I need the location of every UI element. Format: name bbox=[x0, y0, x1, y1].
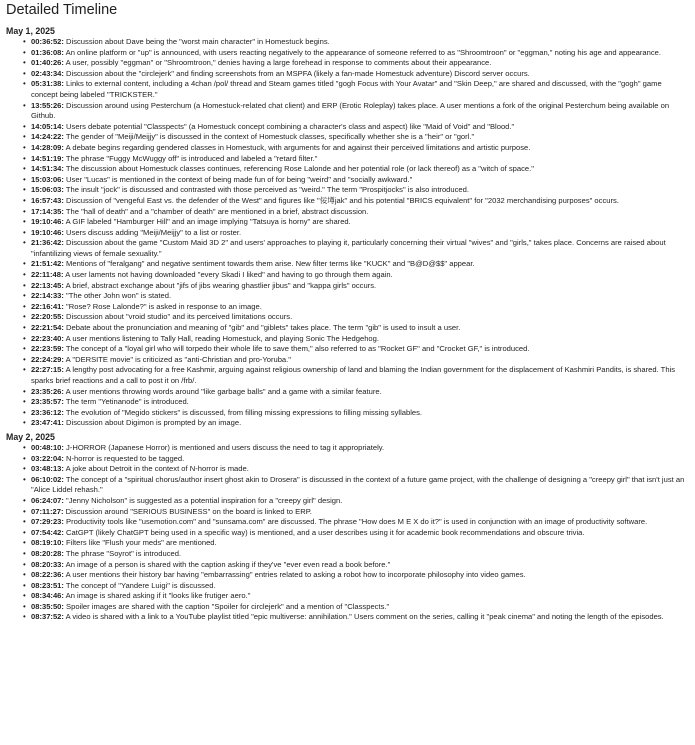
timeline-list bbox=[6, 443, 689, 623]
entry-timestamp: 13:55:26: bbox=[31, 100, 64, 110]
timeline-entry bbox=[23, 365, 689, 386]
timeline-entry bbox=[23, 591, 689, 602]
entry-timestamp: 22:24:29: bbox=[31, 354, 64, 364]
entry-text: "Jenny Nicholson" is suggested as a potential inspiration for a "creepy girl" design. bbox=[63, 495, 343, 505]
entry-text: The term "Yetinanode" is introduced. bbox=[63, 397, 189, 407]
entry-text: A user mentions throwing words around "like garbage balls" and a game with a similar feature. bbox=[63, 386, 382, 396]
entry-text: Discussion around using Pesterchum (a Homestuck-related chat client) and ERP (Erotic Roleplay) takes place. A user mentions a fork of the original Pesterchum being available on Github. bbox=[31, 100, 670, 121]
timeline-entry bbox=[23, 37, 689, 48]
entry-text: Discussion around "SERIOUS BUSINESS" on the board is linked to ERP. bbox=[63, 506, 312, 516]
entry-text: CatGPT (likely ChatGPT being used in a specific way) is mentioned, and a user describes using it for academic book recommendations and obscure trivia. bbox=[63, 527, 585, 537]
day-section bbox=[6, 432, 689, 623]
entry-text: The concept of a "spiritual chorus/author insert ghost akin to Drosera" is discussed in the context of a future game project, with the challenge of designing a "creepy girl" that isn't just an "Alice Liddel rehash." bbox=[31, 474, 685, 495]
timeline-entry bbox=[23, 323, 689, 334]
timeline-entry bbox=[23, 387, 689, 398]
timeline-entry bbox=[23, 69, 689, 80]
timeline-entry bbox=[23, 79, 689, 100]
timeline-entry bbox=[23, 334, 689, 345]
entry-timestamp: 19:10:46: bbox=[31, 227, 64, 237]
entry-text: N-horror is requested to be tagged. bbox=[63, 453, 185, 463]
timeline-entry bbox=[23, 291, 689, 302]
entry-text: Discussion about the game "Custom Maid 3D 2" and users' approaches to playing it, particularly concerning their virtual "wives" and "girls," takes place. Concerns are raised about "infantilizing views of female sexuality." bbox=[31, 238, 666, 258]
entry-timestamp: 22:11:48: bbox=[31, 270, 64, 280]
entry-timestamp: 14:51:34: bbox=[31, 164, 64, 174]
entry-text: A user laments not having downloaded "every Skadi I liked" and having to go through them again. bbox=[63, 270, 393, 280]
entry-timestamp: 22:13:45: bbox=[31, 280, 64, 290]
entry-text: Productivity tools like "usemotion.com" and "sunsama.com" are discussed. The phrase "How does M E X do it?" is used in conjunction with an image of productivity software. bbox=[63, 517, 648, 527]
entry-text: Users discuss adding "Meiji/Meijjy" to a list or roster. bbox=[63, 227, 242, 237]
entry-timestamp: 23:47:41: bbox=[31, 418, 64, 428]
timeline-entry bbox=[23, 164, 689, 175]
entry-text: Filters like "Flush your meds" are mentioned. bbox=[63, 538, 217, 548]
entry-text: An image of a person is shared with the caption asking if they've "ever even read a book before." bbox=[63, 559, 391, 569]
entry-timestamp: 01:40:26: bbox=[31, 58, 64, 68]
entry-text: The phrase "Soyrot" is introduced. bbox=[63, 548, 182, 558]
timeline-entry bbox=[23, 612, 689, 623]
entry-timestamp: 07:29:23: bbox=[31, 517, 64, 527]
timeline-entry bbox=[23, 207, 689, 218]
timeline-entry bbox=[23, 48, 689, 59]
timeline-entry bbox=[23, 196, 689, 207]
entry-text: "Rose? Rose Lalonde?" is asked in response to an image. bbox=[63, 301, 262, 311]
timeline-entry bbox=[23, 528, 689, 539]
timeline-entry bbox=[23, 570, 689, 581]
entry-timestamp: 22:21:54: bbox=[31, 323, 64, 333]
entry-text: A user mentions listening to Tally Hall, reading Homestuck, and playing Sonic The Hedgehog. bbox=[63, 333, 379, 343]
entry-timestamp: 15:06:03: bbox=[31, 185, 64, 195]
timeline-entry bbox=[23, 122, 689, 133]
entry-text: The discussion about Homestuck classes continues, referencing Rose Lalonde and her potential role (or lack thereof) as a "witch of space." bbox=[63, 164, 534, 174]
entry-timestamp: 22:23:59: bbox=[31, 344, 64, 354]
entry-text: A user, possibly "eggman" or "Shroomtroon," denies having a large forehead in response to comments about their appearance. bbox=[63, 58, 492, 68]
entry-text: Discussion about "vroid studio" and its perceived limitations occurs. bbox=[63, 312, 293, 322]
timeline-entry bbox=[23, 507, 689, 518]
entry-text: A video is shared with a link to a YouTube playlist titled "epic multiverse: annihilation." Users comment on the series, calling it "peak cinema" and noting the length of the episodes. bbox=[63, 612, 664, 622]
entry-timestamp: 03:22:04: bbox=[31, 453, 64, 463]
entry-timestamp: 14:28:09: bbox=[31, 142, 64, 152]
entry-timestamp: 06:24:07: bbox=[31, 495, 64, 505]
timeline-entry bbox=[23, 312, 689, 323]
timeline-entry bbox=[23, 185, 689, 196]
timeline-entry bbox=[23, 454, 689, 465]
timeline-entry bbox=[23, 58, 689, 69]
timeline-entry bbox=[23, 560, 689, 571]
entry-timestamp: 08:19:10: bbox=[31, 538, 64, 548]
entry-text: A user mentions their history bar having "embarrassing" entries related to asking a robot how to incorporate philosophy into video games. bbox=[63, 570, 526, 580]
entry-text: A lengthy post advocating for a free Kashmir, arguing against religious ownership of land and blaming the Indian government for the displacement of Kashmiri Pandits, is shared. This sparks brief reactions and a call to post it on /frb/. bbox=[31, 365, 676, 385]
timeline-entry bbox=[23, 397, 689, 408]
entry-timestamp: 17:14:35: bbox=[31, 206, 64, 216]
entry-timestamp: 21:51:42: bbox=[31, 259, 64, 269]
entry-timestamp: 08:35:50: bbox=[31, 601, 64, 611]
entry-text: Links to external content, including a 4chan /pol/ thread and Steam games titled "gogh Focus with Your Avatar" and "Skin Deep," are shared and discussed, with the "gogh" game concept being labeled "TRICKSTER." bbox=[31, 79, 662, 99]
entry-timestamp: 14:51:19: bbox=[31, 153, 64, 163]
entry-timestamp: 08:22:36: bbox=[31, 570, 64, 580]
timeline-list bbox=[6, 37, 689, 429]
entry-timestamp: 03:48:13: bbox=[31, 464, 64, 474]
entry-text: A "DERSITE movie" is criticized as "anti-Christian and pro-Yoruba." bbox=[63, 354, 291, 364]
entry-timestamp: 02:43:34: bbox=[31, 68, 64, 78]
entry-timestamp: 23:35:57: bbox=[31, 397, 64, 407]
timeline-entry bbox=[23, 217, 689, 228]
timeline-entry bbox=[23, 408, 689, 419]
entry-timestamp: 01:36:08: bbox=[31, 47, 64, 57]
entry-timestamp: 08:20:28: bbox=[31, 548, 64, 558]
entry-timestamp: 00:48:10: bbox=[31, 442, 64, 452]
entry-text: The insult "jock" is discussed and contrasted with those perceived as "weird." The term "Prospitjocks" is also introduced. bbox=[63, 185, 469, 195]
entry-timestamp: 08:34:46: bbox=[31, 591, 64, 601]
day-section bbox=[6, 26, 689, 429]
entry-text: A joke about Detroit in the context of N-horror is made. bbox=[63, 464, 249, 474]
timeline-days bbox=[6, 26, 689, 623]
entry-text: J-HORROR (Japanese Horror) is mentioned and users discuss the need to tag it appropriately. bbox=[63, 442, 385, 452]
timeline-entry bbox=[23, 143, 689, 154]
entry-text: The concept of "Yandere Luigi" is discussed. bbox=[63, 580, 216, 590]
timeline-entry bbox=[23, 418, 689, 429]
entry-text: A debate begins regarding gendered classes in Homestuck, with arguments for and against their perceived limitations and artistic purpose. bbox=[63, 142, 531, 152]
entry-text: Discussion about the "circlejerk" and finding screenshots from an MSPFA (likely a fan-made Homestuck adventure) Discord server occurs. bbox=[63, 68, 530, 78]
entry-timestamp: 00:36:52: bbox=[31, 37, 64, 46]
entry-timestamp: 08:20:33: bbox=[31, 559, 64, 569]
entry-timestamp: 21:36:42: bbox=[31, 238, 64, 248]
entry-text: Discussion of "vengeful East vs. the defender of the West" and figures like "佞壿jak" and his potential "BRICS equivalent" for "2032 merchandising purposes" occurs. bbox=[63, 195, 619, 205]
entry-timestamp: 14:05:14: bbox=[31, 121, 64, 131]
entry-text: Discussion about Digimon is prompted by an image. bbox=[63, 418, 242, 428]
entry-timestamp: 22:20:55: bbox=[31, 312, 64, 322]
timeline-entry bbox=[23, 549, 689, 560]
timeline-entry bbox=[23, 101, 689, 122]
timeline-entry bbox=[23, 238, 689, 259]
entry-timestamp: 07:54:42: bbox=[31, 527, 64, 537]
timeline-entry bbox=[23, 517, 689, 528]
timeline-entry bbox=[23, 270, 689, 281]
timeline-entry bbox=[23, 496, 689, 507]
entry-text: "The other John won" is stated. bbox=[63, 291, 172, 301]
timeline-entry bbox=[23, 175, 689, 186]
timeline-entry bbox=[23, 464, 689, 475]
entry-text: User "Lucas" is mentioned in the context of being made fun of for being "weird" and "socially awkward." bbox=[63, 174, 413, 184]
timeline-entry bbox=[23, 259, 689, 270]
timeline-entry bbox=[23, 228, 689, 239]
entry-text: Spoiler images are shared with the caption "Spoiler for circlejerk" and a mention of "Classpects." bbox=[63, 601, 390, 611]
timeline-entry bbox=[23, 302, 689, 313]
entry-text: An image is shared asking if it "looks like frutiger aero." bbox=[63, 591, 251, 601]
timeline-entry bbox=[23, 355, 689, 366]
entry-timestamp: 08:23:51: bbox=[31, 580, 64, 590]
timeline-entry bbox=[23, 344, 689, 355]
entry-text: A GIF labeled "Hamburger Hill" and an image implying "Tatsuya is horny" are shared. bbox=[63, 217, 351, 227]
timeline-entry bbox=[23, 154, 689, 165]
entry-text: Debate about the pronunciation and meaning of "gib" and "giblets" takes place. The term "gib" is used to insult a user. bbox=[63, 323, 461, 333]
page-title: Detailed Timeline bbox=[6, 2, 118, 18]
entry-text: A brief, abstract exchange about "jifs of jibs wearing ghastlier jibus" and "kappa girls" occurs. bbox=[63, 280, 377, 290]
entry-text: The "hall of death" and a "chamber of death" are mentioned in a brief, abstract discussion. bbox=[63, 206, 369, 216]
timeline-entry bbox=[23, 475, 689, 496]
entry-timestamp: 08:37:52: bbox=[31, 612, 64, 622]
entry-text: The concept of a "loyal girl who will torpedo their whole life to save them," also referred to as "Rocket GF" and "Crocket GF," is introduced. bbox=[63, 344, 530, 354]
entry-text: Users debate potential "Classpects" (a Homestuck concept combining a character's class and aspect) like "Maid of Void" and "Blood." bbox=[63, 121, 515, 131]
entry-timestamp: 15:03:06: bbox=[31, 174, 64, 184]
entry-timestamp: 19:10:46: bbox=[31, 217, 64, 227]
timeline-entry bbox=[23, 602, 689, 613]
entry-timestamp: 23:35:26: bbox=[31, 386, 64, 396]
timeline-entry bbox=[23, 281, 689, 292]
entry-timestamp: 22:16:41: bbox=[31, 301, 64, 311]
entry-timestamp: 16:57:43: bbox=[31, 195, 64, 205]
entry-timestamp: 23:36:12: bbox=[31, 407, 64, 417]
day-heading: May 2, 2025 bbox=[6, 431, 55, 442]
timeline-entry bbox=[23, 538, 689, 549]
entry-text: Discussion about Dave being the "worst main character" in Homestuck begins. bbox=[63, 37, 330, 46]
entry-text: Mentions of "feralgang" and negative sentiment towards them arise. New filter terms like "KUCK" and "B@D@$$" appear. bbox=[63, 259, 475, 269]
timeline-entry bbox=[23, 132, 689, 143]
entry-timestamp: 22:14:33: bbox=[31, 291, 64, 301]
entry-timestamp: 22:27:15: bbox=[31, 365, 64, 375]
entry-text: The phrase "Fuggy McWuggy off" is introduced and labeled a "retard filter." bbox=[63, 153, 318, 163]
timeline-entry bbox=[23, 443, 689, 454]
entry-text: An online platform or "up" is announced, with users reacting negatively to the appearance of someone referred to as "Shroomtroon" or "eggman," noting his age and appearance. bbox=[63, 47, 661, 57]
day-heading: May 1, 2025 bbox=[6, 26, 55, 36]
entry-timestamp: 06:10:02: bbox=[31, 474, 64, 484]
timeline-entry bbox=[23, 581, 689, 592]
entry-text: The evolution of "Megido stickers" is discussed, from filling missing expressions to filling missing syllables. bbox=[63, 407, 423, 417]
entry-timestamp: 07:11:27: bbox=[31, 506, 64, 516]
entry-timestamp: 05:31:38: bbox=[31, 79, 64, 89]
entry-timestamp: 22:23:40: bbox=[31, 333, 64, 343]
entry-text: The gender of "Meiji/Meijjy" is discussed in the context of Homestuck classes, specifically whether she is a "heir" or "gorl." bbox=[63, 132, 475, 142]
entry-timestamp: 14:24:22: bbox=[31, 132, 64, 142]
